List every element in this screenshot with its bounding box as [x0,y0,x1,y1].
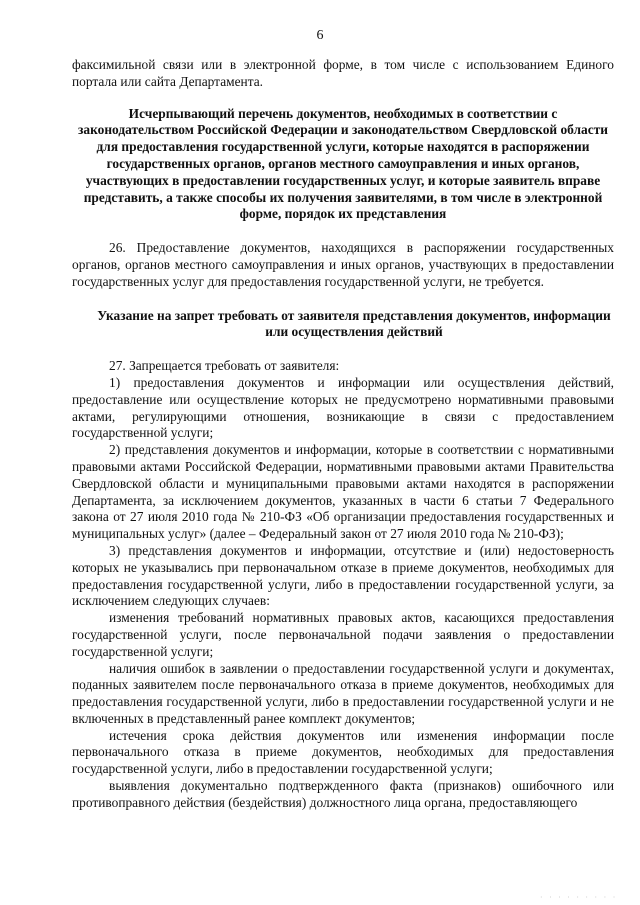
section-heading-documents-list: Исчерпывающий перечень документов, необходимых в соответствии с законодательством Российской Федерации и законодательством Свердловской области для предоставления государственной услуги, которые находятся в распоряжении государственных органов, органов местного самоуправления и иных органов, участвующих в предоставлении государственных услуг, и которые заявитель вправе представить, а также способы их получения заявителями, в том числе в электронной форме, порядок их представления [78,105,608,222]
exception-case-errors: наличия ошибок в заявлении о предоставлении государственной услуги и документах, поданных заявителем после первоначального отказа в приеме документов, необходимых для предоставления государственной услуги, либо в предоставлении государственной услуги и не включенных в представленный ранее комплект документов; [72,660,614,726]
paragraph-27-item-1: 1) предоставления документов и информации или осуществления действий, предоставление или осуществление которых не предусмотрено нормативными правовыми актами, регулирующими отношения, возникающие в связи с предоставлением государственной услуги; [72,374,614,441]
page-content [72,57,614,812]
paragraph-27-item-3: 3) представления документов и информации, отсутствие и (или) недостоверность которых не указывались при первоначальном отказе в приеме документов, необходимых для предоставления государственной услуги, либо в предоставлении государственной услуги, за исключением следующих случаев: [72,542,614,609]
paragraph-continuation: факсимильной связи или в электронной форме, в том числе с использованием Единого портала или сайта Департамента. [72,57,614,89]
paragraph-27-item-2: 2) представления документов и информации, которые в соответствии с нормативными правовыми актами Российской Федерации, нормативными правовыми актами Правительства Свердловской области и муниципальными правовыми актами находятся в распоряжении Департамента, за исключением документов, указанных в части 6 статьи 7 Федерального закона от 27 июля 2010 года № 210-ФЗ «Об организации предоставления государственных и муниципальных услуг» (далее – Федеральный закон от 27 июля 2010 года № 210-ФЗ); [72,442,614,542]
scan-artifact: · · · · · · · · · [540,893,618,902]
exception-case-misconduct: выявления документально подтвержденного факта (признаков) ошибочного или противоправного действия (бездействия) должностного лица органа, предоставляющего [72,778,614,810]
exception-case-expiry: истечения срока действия документов или изменения информации после первоначального отказа в приеме документов, необходимых для предоставления государственной услуги, либо в предоставлении государственной услуги; [72,727,614,777]
page-number: 6 [316,28,324,43]
section-heading-prohibition: Указание на запрет требовать от заявителя представления документов, информации или осуществления действий [97,307,611,340]
paragraph-26: 26. Предоставление документов, находящихся в распоряжении государственных органов, органов местного самоуправления и иных органов, участвующих в предоставлении государственных услуг для предоставления государственной услуги, не требуется. [72,240,614,289]
exception-case-regulation-change: изменения требований нормативных правовых актов, касающихся предоставления государственной услуги, после первоначальной подачи заявления о предоставлении государственной услуги; [72,610,614,659]
paragraph-27: 27. Запрещается требовать от заявителя: [109,358,340,374]
